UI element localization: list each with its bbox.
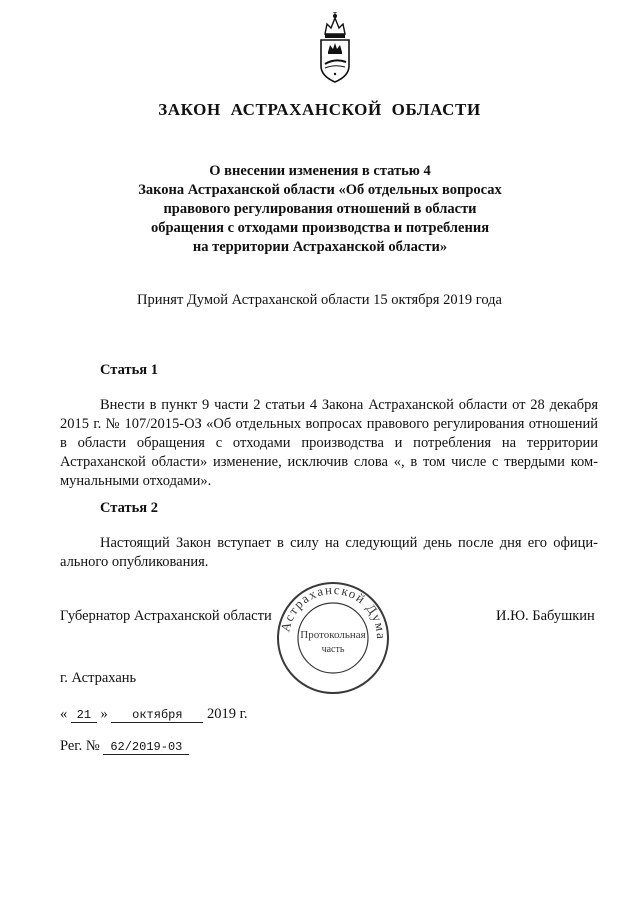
date-open-quote: « <box>60 706 68 722</box>
date-close-quote: » <box>100 706 108 722</box>
article-1-heading: Статья 1 <box>100 362 158 378</box>
date-line <box>60 706 248 723</box>
law-subject-line: обращения с отходами производства и потребления <box>150 220 490 236</box>
stamp-center-line-2: часть <box>321 644 345 655</box>
adoption-note: Принят Думой Астраханской области 15 октября 2019 года <box>137 292 502 308</box>
law-title: ЗАКОН АСТРАХАНСКОЙ ОБЛАСТИ <box>158 100 481 119</box>
date-day: 21 <box>71 708 97 723</box>
round-stamp <box>275 580 391 696</box>
registration-label: Рег. № <box>60 738 100 754</box>
article-1-text: Внести в пункт 9 части 2 статьи 4 Закона Астраханской области от 28 декабря 2015 г. № 107/2015-ОЗ «Об отдельных вопросах правового регулирования отношений в области обращения с отходами производства и потребления на территории Астраханской области» изменение, исключив слова «, в том числе с твердыми коммунальными отходами». <box>60 397 598 489</box>
law-subject-line: на территории Астраханской области» <box>192 239 448 255</box>
stamp-ring-text: Астраханской Дума <box>277 581 390 641</box>
stamp-center-line-1: Протокольная <box>300 629 366 641</box>
law-subject-line: О внесении изменения в статью 4 <box>209 163 431 179</box>
registration-number: 62/2019-03 <box>103 740 189 755</box>
registration-line <box>60 738 189 755</box>
date-year: 2019 г. <box>207 706 248 722</box>
law-subject-line: Закона Астраханской области «Об отдельных вопросах <box>138 182 502 198</box>
article-2-heading: Статья 2 <box>100 500 158 516</box>
coat-of-arms-emblem <box>311 12 359 84</box>
date-month: октября <box>111 708 203 723</box>
city: г. Астрахань <box>60 670 137 686</box>
law-subject <box>90 162 550 257</box>
law-subject-line: правового регулирования отношений в области <box>163 201 477 217</box>
article-2-text: Настоящий Закон вступает в силу на следующий день после дня его официального опубликования. <box>60 535 598 570</box>
signature-name: И.Ю. Бабушкин <box>496 608 595 624</box>
stamp-seal-icon <box>275 580 391 696</box>
signature-position: Губернатор Астраханской области <box>60 608 272 624</box>
